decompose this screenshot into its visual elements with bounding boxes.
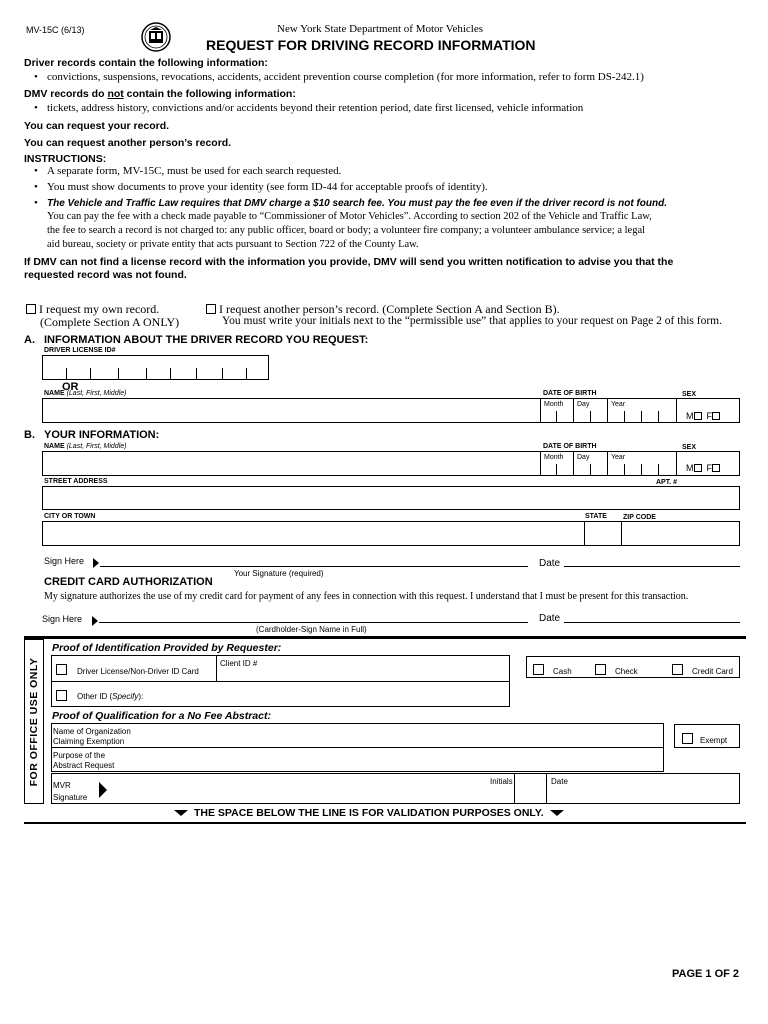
cash-label: Cash — [553, 667, 572, 676]
bullet: • — [34, 197, 38, 209]
page-title: REQUEST FOR DRIVING RECORD INFORMATION — [206, 37, 536, 53]
instruction-3-line-2: the fee to search a record is not charged to: any public officer, board or body; a volunteer fire company; a volunteer ambulance service; a legal — [47, 225, 646, 236]
form-number: MV-15C (6/13) — [26, 25, 85, 35]
own-record-checkbox[interactable] — [26, 304, 36, 314]
or-label: OR — [62, 381, 79, 393]
other-record-note: You must write your initials next to the “permissible use” that applies to your request on Page 2 of this form. — [222, 315, 722, 327]
year-label-b: Year — [611, 454, 626, 461]
state-field[interactable] — [584, 521, 585, 546]
mvr-box — [51, 773, 740, 804]
female-checkbox-b[interactable] — [712, 464, 720, 472]
records-contain-heading: Driver records contain the following information: — [24, 57, 268, 69]
city-field[interactable] — [42, 521, 740, 546]
exempt-label: Exempt — [700, 736, 728, 745]
proof-qual-heading: Proof of Qualification for a No Fee Abstract: — [52, 710, 271, 722]
credit-caption: (Cardholder-Sign Name in Full) — [256, 625, 367, 634]
month-label-a: Month — [544, 401, 564, 408]
license-id-field[interactable] — [42, 355, 269, 380]
instruction-3-line-3: aid bureau, society or private entity that acts pursuant to Section 722 of the County Law. — [47, 239, 419, 250]
mvr-label: MVR Signature — [53, 781, 88, 802]
other-id-checkbox[interactable] — [56, 687, 67, 705]
cash-checkbox[interactable] — [533, 661, 544, 679]
bullet: • — [34, 181, 38, 193]
dob-label-b: DATE OF BIRTH — [543, 443, 597, 450]
other-id-label: Other ID (Specify): — [77, 692, 144, 701]
credit-card-checkbox[interactable] — [672, 661, 683, 679]
license-card-checkbox[interactable] — [56, 661, 67, 679]
section-b-heading: YOUR INFORMATION: — [44, 429, 160, 441]
name-field-a[interactable] — [42, 398, 740, 423]
check-checkbox[interactable] — [595, 661, 606, 679]
records-not-heading: DMV records do not contain the following information: — [24, 88, 296, 100]
other-record-option[interactable]: I request another person’s record. (Complete Section A and Section B). — [206, 302, 560, 317]
state-seal-icon — [141, 22, 171, 52]
month-label-b: Month — [544, 454, 564, 461]
date-line[interactable] — [564, 566, 740, 567]
credit-sign-arrow-icon — [92, 612, 98, 630]
instruction-3: The Vehicle and Traffic Law requires that DMV charge a $10 search fee. You must pay the fee even if the driver record is not found. — [47, 198, 667, 209]
other-record-checkbox[interactable] — [206, 304, 216, 314]
name-label-b: NAME (Last, First, Middle) — [44, 443, 127, 450]
records-contain-item: convictions, suspensions, revocations, accidents, accident prevention course completion (for more information, refer to form DS-242.1) — [47, 71, 644, 83]
credit-sign-here-label: Sign Here — [42, 614, 83, 624]
apt-label: APT. # — [656, 479, 678, 486]
office-divider — [24, 636, 746, 639]
credit-date-label: Date — [539, 613, 561, 624]
request-other-text: You can request another person’s record. — [24, 137, 232, 149]
name-field-b[interactable] — [42, 451, 740, 476]
sex-label-a: SEX — [682, 391, 697, 398]
exempt-checkbox[interactable] — [682, 730, 693, 748]
zip-field[interactable] — [621, 521, 622, 546]
license-card-label: Driver License/Non-Driver ID Card — [77, 667, 199, 676]
validation-notice: THE SPACE BELOW THE LINE IS FOR VALIDATION PURPOSES ONLY. — [174, 807, 564, 819]
credit-signature-line[interactable] — [99, 622, 528, 623]
sex-options-b[interactable]: M F — [686, 463, 720, 473]
male-checkbox-b[interactable] — [694, 464, 702, 472]
office-date-label: Date — [551, 777, 568, 786]
section-a-letter: A. — [24, 334, 35, 346]
sex-options-a[interactable]: M F — [686, 411, 720, 421]
city-label: CITY OR TOWN — [44, 513, 96, 520]
own-record-note: (Complete Section A ONLY) — [40, 315, 180, 329]
zip-label: ZIP CODE — [623, 514, 656, 521]
section-a-heading: INFORMATION ABOUT THE DRIVER RECORD YOU REQUEST: — [44, 334, 369, 346]
purpose-label: Purpose of the Abstract Request — [53, 751, 115, 770]
initials-label: Initials — [490, 777, 513, 786]
credit-card-label: Credit Card — [692, 667, 733, 676]
bullet: • — [34, 102, 38, 114]
name-label-a: NAME (Last, First, Middle) — [44, 390, 127, 397]
down-arrow-icon — [550, 810, 564, 816]
mvr-arrow-icon — [99, 782, 107, 803]
signature-caption: Your Signature (required) — [234, 569, 324, 578]
page-number: PAGE 1 OF 2 — [672, 968, 740, 980]
sex-label-b: SEX — [682, 444, 697, 451]
notice-line-1: If DMV can not find a license record with the information you provide, DMV will send you written notification to advise you that the — [24, 256, 674, 268]
validation-line — [24, 822, 746, 824]
section-b-letter: B. — [24, 429, 35, 441]
sign-arrow-icon — [93, 554, 99, 572]
year-label-a: Year — [611, 401, 626, 408]
org-label: Name of Organization Claiming Exemption — [53, 727, 131, 746]
day-label-a: Day — [577, 401, 590, 408]
notice-line-2: requested record was not found. — [24, 269, 187, 281]
instructions-heading: INSTRUCTIONS: — [24, 153, 107, 165]
bullet: • — [34, 165, 38, 177]
bullet: • — [34, 71, 38, 83]
dob-label-a: DATE OF BIRTH — [543, 390, 597, 397]
request-own-text: You can request your record. — [24, 120, 170, 132]
signature-line[interactable] — [100, 566, 528, 567]
down-arrow-icon — [174, 810, 188, 816]
street-label: STREET ADDRESS — [44, 478, 108, 485]
date-label: Date — [539, 558, 561, 569]
credit-text: My signature authorizes the use of my credit card for payment of any fees in connection with this request. I understand that I must be present for this transaction. — [44, 591, 689, 602]
day-label-b: Day — [577, 454, 590, 461]
license-label: DRIVER LICENSE ID# — [44, 347, 116, 354]
proof-id-heading: Proof of Identification Provided by Requester: — [52, 642, 282, 654]
female-checkbox-a[interactable] — [712, 412, 720, 420]
own-record-option[interactable]: I request my own record. — [26, 302, 159, 317]
state-label: STATE — [585, 513, 607, 520]
male-checkbox-a[interactable] — [694, 412, 702, 420]
instruction-2: You must show documents to prove your identity (see form ID-44 for acceptable proofs of identity). — [47, 181, 488, 193]
instruction-1: A separate form, MV-15C, must be used for each search requested. — [47, 165, 342, 177]
credit-heading: CREDIT CARD AUTHORIZATION — [44, 576, 213, 588]
street-address-field[interactable] — [42, 486, 740, 510]
records-not-item: tickets, address history, convictions and/or accidents beyond their retention period, date first licensed, vehicle information — [47, 102, 584, 114]
office-use-label: FOR OFFICE USE ONLY — [28, 657, 40, 787]
check-label: Check — [615, 667, 638, 676]
client-id-label: Client ID # — [220, 659, 258, 668]
agency-name: New York State Department of Motor Vehicles — [277, 23, 484, 35]
sign-here-label: Sign Here — [44, 556, 85, 566]
credit-date-line[interactable] — [564, 622, 740, 623]
instruction-3-line-1: You can pay the fee with a check made payable to “Commissioner of Motor Vehicles”. According to section 202 of the Vehicle and Traffic Law, — [47, 211, 652, 222]
